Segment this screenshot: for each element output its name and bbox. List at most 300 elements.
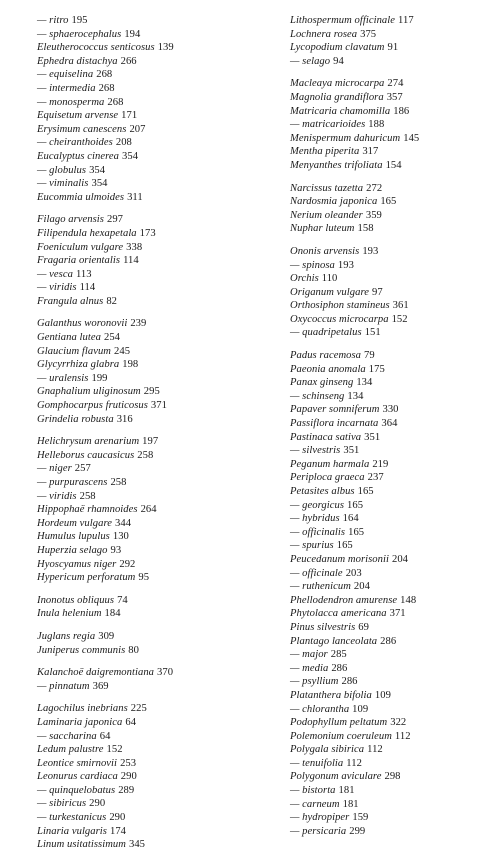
index-entry <box>37 82 277 96</box>
index-entry <box>37 96 277 110</box>
species-name: Lochnera rosea <box>290 28 358 40</box>
species-name: — hybridus <box>290 513 340 525</box>
page-number: 74 <box>117 594 128 606</box>
index-group <box>37 594 277 621</box>
species-name: Gnaphalium uliginosum <box>37 386 141 398</box>
index-entry <box>290 784 480 798</box>
page-number: 165 <box>357 486 374 497</box>
page-number: 245 <box>114 345 131 357</box>
page-number: 375 <box>360 28 377 40</box>
species-name: — tenuifolia <box>290 757 344 769</box>
index-entry <box>290 132 480 146</box>
page-number: 112 <box>346 757 362 769</box>
page-number: 354 <box>89 164 106 176</box>
page-number: 134 <box>347 390 364 402</box>
species-name: Ledum palustre <box>37 744 104 756</box>
page-number: 311 <box>127 191 143 203</box>
species-name: — psyllium <box>290 676 339 688</box>
index-entry <box>290 743 480 757</box>
index-entry <box>290 41 480 55</box>
species-name: Linaria vulgaris <box>37 825 107 837</box>
species-name: Periploca graeca <box>290 472 365 484</box>
index-entry <box>37 372 277 386</box>
page-number: 285 <box>330 649 347 661</box>
index-entry <box>37 150 277 164</box>
index-entry <box>290 825 480 839</box>
index-entry <box>290 703 480 717</box>
species-name: Glycyrrhiza glabra <box>37 359 120 371</box>
page-number: 204 <box>353 581 370 593</box>
page-number: 239 <box>130 318 147 330</box>
index-entry <box>290 403 480 417</box>
page-number: 204 <box>391 553 409 565</box>
species-name: — viridis <box>37 282 77 294</box>
index-entry <box>37 607 277 621</box>
species-name: Foeniculum vulgare <box>37 241 124 253</box>
index-entry <box>37 490 277 504</box>
species-name: Huperzia selago <box>37 544 108 556</box>
index-entry <box>290 209 480 223</box>
index-entry <box>37 449 277 463</box>
index-entry <box>37 413 277 427</box>
page-number: 69 <box>358 621 369 633</box>
page-number: 359 <box>365 209 382 221</box>
index-entry <box>290 245 480 259</box>
index-entry <box>290 222 480 236</box>
index-entry <box>37 702 277 716</box>
species-name: Juniperus communis <box>37 644 126 656</box>
index-entry <box>290 526 480 540</box>
page-number: 195 <box>71 15 88 26</box>
index-entry <box>290 326 480 340</box>
index-entry <box>290 648 480 662</box>
index-entry <box>37 317 277 331</box>
index-column-right <box>290 14 480 847</box>
page-number: 258 <box>137 449 154 461</box>
page-number: 345 <box>128 839 146 851</box>
species-name: — carneum <box>290 798 340 810</box>
index-entry <box>290 621 480 635</box>
species-name: Paeonia anomala <box>290 363 366 375</box>
species-name: Hypericum perforatum <box>37 572 136 584</box>
page-number: 151 <box>364 327 381 339</box>
page-number: 152 <box>106 744 123 756</box>
index-entry <box>290 444 480 458</box>
page-number: 268 <box>98 82 115 94</box>
index-entry <box>37 680 277 694</box>
species-name: Lycopodium clavatum <box>290 42 385 54</box>
index-entry <box>37 28 277 42</box>
index-entry <box>290 662 480 676</box>
species-name: Lagochilus inebrians <box>37 703 128 715</box>
species-name: — sibiricus <box>37 798 87 810</box>
species-name: — turkestanicus <box>37 812 107 824</box>
page-number: 317 <box>362 146 379 158</box>
index-group <box>290 182 480 236</box>
species-name: — ritro <box>37 15 69 26</box>
index-entry <box>37 254 277 268</box>
index-entry <box>290 471 480 485</box>
index-group <box>290 77 480 172</box>
index-entry <box>37 385 277 399</box>
page-number: 181 <box>338 785 355 797</box>
page-number: 188 <box>368 119 385 131</box>
species-name: — viminalis <box>37 178 89 190</box>
index-group <box>37 317 277 426</box>
species-name: — globulus <box>37 164 87 176</box>
index-entry <box>37 743 277 757</box>
index-entry <box>290 145 480 159</box>
species-name: Magnolia grandiflora <box>290 91 384 103</box>
page-number: 82 <box>106 295 118 307</box>
page-number: 371 <box>389 608 406 620</box>
page-number: 171 <box>121 110 138 122</box>
page-number: 148 <box>400 594 417 606</box>
index-entry <box>37 503 277 517</box>
species-name: — purpurascens <box>37 477 108 488</box>
index-entry <box>290 272 480 286</box>
page-number: 173 <box>139 227 156 239</box>
index-entry <box>290 512 480 526</box>
species-name: Papaver somniferum <box>290 404 380 416</box>
species-name: — officinalis <box>290 526 346 538</box>
index-entry <box>37 68 277 82</box>
page-number: 322 <box>390 717 407 729</box>
species-name: Hordeum vulgare <box>37 517 112 529</box>
index-entry <box>290 286 480 300</box>
species-name: Linum usitatissimum <box>37 839 126 851</box>
page-number: 93 <box>110 544 122 556</box>
species-name: — media <box>290 662 329 674</box>
species-name: — spinosa <box>290 259 335 271</box>
page-number: 289 <box>118 784 135 796</box>
species-name: Orchis <box>290 273 319 285</box>
species-name: — quinquelobatus <box>37 784 116 796</box>
page-number: 109 <box>352 703 369 715</box>
index-group <box>37 702 277 852</box>
index-column-left <box>37 14 277 861</box>
species-name: — saccharina <box>37 730 97 742</box>
species-name: Leontice smirnovii <box>37 757 118 769</box>
index-entry <box>290 499 480 513</box>
species-name: — hydropiper <box>290 812 350 824</box>
species-name: — equiselina <box>37 69 94 81</box>
page-number: 309 <box>98 630 115 642</box>
page-number: 290 <box>120 771 137 783</box>
index-entry <box>290 77 480 91</box>
species-name: — silvestris <box>290 445 341 457</box>
page-number: 286 <box>341 676 358 688</box>
index-entry <box>37 571 277 585</box>
page-number: 175 <box>368 363 385 375</box>
species-name: Polygala sibirica <box>290 744 365 756</box>
index-entry <box>37 164 277 178</box>
species-name: — viridis <box>37 490 77 502</box>
page-number: 351 <box>364 431 381 443</box>
species-name: Plantago lanceolata <box>290 635 378 647</box>
index-entry <box>290 635 480 649</box>
page-number: 286 <box>331 662 348 674</box>
index-entry <box>290 770 480 784</box>
index-entry <box>290 567 480 581</box>
index-entry <box>37 358 277 372</box>
species-name: Orthosiphon stamineus <box>290 300 390 312</box>
species-name: Petasites albus <box>290 486 355 497</box>
species-name: Macleaya microcarpa <box>290 78 385 90</box>
index-entry <box>37 241 277 255</box>
page-number: 97 <box>371 286 383 298</box>
species-name: — bistorta <box>290 785 336 797</box>
page-number: 369 <box>92 680 109 692</box>
index-entry <box>37 630 277 644</box>
page-number: 112 <box>367 744 383 756</box>
page-number: 257 <box>74 463 91 475</box>
page-number: 184 <box>104 608 121 620</box>
species-name: Frangula alnus <box>37 295 104 307</box>
page-number: 253 <box>120 757 137 769</box>
page-number: 181 <box>342 798 359 810</box>
species-name: — quadripetalus <box>290 327 362 339</box>
index-entry <box>290 580 480 594</box>
index-entry <box>290 757 480 771</box>
page-number: 274 <box>387 78 404 90</box>
species-name: Leonurus cardiaca <box>37 771 118 783</box>
page-number: 197 <box>142 436 159 448</box>
page-number: 199 <box>91 372 108 384</box>
page-number: 114 <box>79 282 96 294</box>
index-entry <box>290 313 480 327</box>
index-entry <box>37 136 277 150</box>
species-name: — pinnatum <box>37 680 90 692</box>
index-entry <box>37 594 277 608</box>
species-name: Narcissus tazetta <box>290 182 364 194</box>
index-entry <box>290 118 480 132</box>
page-number: 152 <box>391 313 408 325</box>
index-entry <box>290 259 480 273</box>
species-name: Fragaria orientalis <box>37 255 121 267</box>
page-number: 272 <box>366 182 383 194</box>
index-entry <box>37 191 277 205</box>
species-name: Phellodendron amurense <box>290 594 398 606</box>
species-name: Hyoscyamus niger <box>37 558 117 570</box>
page-number: 174 <box>109 825 127 837</box>
species-name: — intermedia <box>37 82 96 94</box>
page-number: 370 <box>157 667 174 679</box>
page-number: 112 <box>394 730 411 742</box>
species-name: Padus racemosa <box>290 350 362 362</box>
index-entry <box>290 390 480 404</box>
index-group <box>37 630 277 657</box>
species-name: — sphaerocephalus <box>37 28 122 40</box>
index-entry <box>290 607 480 621</box>
index-entry <box>290 730 480 744</box>
index-entry <box>290 14 480 28</box>
species-name: Passiflora incarnata <box>290 418 379 430</box>
page-number: 254 <box>103 332 121 344</box>
species-name: Ononis arvensis <box>290 245 360 257</box>
page-number: 203 <box>345 567 362 579</box>
page-number: 95 <box>138 572 150 584</box>
index-entry <box>290 363 480 377</box>
page-number: 114 <box>123 255 139 267</box>
species-name: Laminaria japonica <box>37 716 123 728</box>
page-number: 79 <box>364 350 375 362</box>
page-number: 165 <box>336 540 353 552</box>
index-entry <box>37 797 277 811</box>
species-name: — georgicus <box>290 499 345 511</box>
index-entry <box>37 530 277 544</box>
index-entry <box>37 811 277 825</box>
index-entry <box>37 55 277 69</box>
index-entry <box>290 91 480 105</box>
page-number: 165 <box>348 526 365 538</box>
species-name: Grindelia robusta <box>37 413 114 425</box>
species-name: Mentha piperita <box>290 146 360 158</box>
page-number: 80 <box>128 644 139 656</box>
species-name: Erysimum canescens <box>37 123 127 135</box>
species-name: Panax ginseng <box>290 377 354 389</box>
index-entry <box>290 349 480 363</box>
species-name: Eucommia ulmoides <box>37 191 125 203</box>
page-number: 338 <box>126 241 143 253</box>
species-name: Eucalyptus cinerea <box>37 150 119 162</box>
page-number: 113 <box>75 268 92 280</box>
index-entry <box>37 476 277 490</box>
page-number: 258 <box>79 490 96 502</box>
page-number: 298 <box>384 771 401 783</box>
page-number: 165 <box>380 196 397 208</box>
page-number: 268 <box>107 96 124 108</box>
page-number: 299 <box>349 825 366 837</box>
index-entry <box>37 558 277 572</box>
species-name: Polemonium coeruleum <box>290 730 392 742</box>
index-entry <box>290 159 480 173</box>
index-group <box>37 14 277 204</box>
species-name: Hippophaë rhamnoides <box>37 504 138 516</box>
page-number: 117 <box>398 15 414 26</box>
page-number: 154 <box>385 159 402 171</box>
page-number: 193 <box>337 259 354 271</box>
page-number: 290 <box>89 798 106 810</box>
index-group <box>37 213 277 308</box>
index-entry <box>290 594 480 608</box>
species-name: — officinale <box>290 567 343 579</box>
species-name: Humulus lupulus <box>37 531 110 543</box>
index-entry <box>37 517 277 531</box>
index-group <box>37 666 277 693</box>
page-number: 91 <box>387 42 399 54</box>
page-number: 225 <box>130 703 147 715</box>
page-number: 198 <box>122 359 139 371</box>
species-name: Nerium oleander <box>290 209 363 221</box>
species-name: Peganum harmala <box>290 458 370 470</box>
species-name: Pinus silvestris <box>290 621 356 633</box>
index-entry <box>37 730 277 744</box>
index-entry <box>37 644 277 658</box>
index-entry <box>37 281 277 295</box>
index-entry <box>290 689 480 703</box>
species-name: — cheiranthoides <box>37 137 113 149</box>
page-number: 208 <box>115 137 132 149</box>
index-entry <box>290 798 480 812</box>
index-entry <box>37 123 277 137</box>
page-number: 158 <box>357 223 374 235</box>
species-name: Kalanchoë daigremontiana <box>37 667 155 679</box>
page-number: 159 <box>352 812 369 824</box>
index-group <box>37 435 277 585</box>
page-number: 361 <box>392 300 409 312</box>
page-number: 109 <box>374 689 391 701</box>
index-entry <box>290 376 480 390</box>
species-name: — ruthenicum <box>290 581 351 593</box>
page-number: 110 <box>321 273 338 285</box>
page-number: 165 <box>347 499 364 511</box>
page-number: 351 <box>343 445 360 457</box>
index-entry <box>37 41 277 55</box>
species-name: Gentiana lutea <box>37 332 101 344</box>
page-number: 297 <box>106 214 124 226</box>
index-entry <box>37 345 277 359</box>
index-entry <box>290 811 480 825</box>
index-entry <box>37 331 277 345</box>
species-name: Filago arvensis <box>37 214 104 226</box>
page-number: 354 <box>91 178 108 190</box>
index-entry <box>37 716 277 730</box>
species-name: Polygonum aviculare <box>290 771 382 783</box>
page-number: 237 <box>367 472 384 484</box>
index-entry <box>37 435 277 449</box>
page-number: 316 <box>116 413 133 425</box>
species-name: Phytolacca americana <box>290 608 387 620</box>
species-name: Equisetum arvense <box>37 110 119 122</box>
species-name: — selago <box>290 55 331 67</box>
index-entry <box>37 838 277 852</box>
page-number: 344 <box>115 517 132 529</box>
species-name: — niger <box>37 463 72 475</box>
index-entry <box>290 182 480 196</box>
species-name: Menispermum dahuricum <box>290 132 401 144</box>
page-number: 64 <box>99 730 111 742</box>
species-name: Filipendula hexapetala <box>37 227 137 239</box>
species-name: Juglans regia <box>37 630 96 642</box>
index-entry <box>290 716 480 730</box>
species-name: Podophyllum peltatum <box>290 717 388 729</box>
page-number: 292 <box>119 558 136 570</box>
species-name: Ephedra distachya <box>37 55 118 67</box>
index-entry <box>37 213 277 227</box>
species-name: Nuphar luteum <box>290 223 355 235</box>
page-number: 194 <box>124 28 141 40</box>
species-name: Eleutherococcus senticosus <box>37 42 155 54</box>
page-number: 207 <box>129 123 146 135</box>
species-name: Galanthus woronovii <box>37 318 128 330</box>
index-entry <box>290 431 480 445</box>
index-entry <box>37 784 277 798</box>
page-number: 371 <box>150 400 167 412</box>
species-name: Gomphocarpus fruticosus <box>37 400 148 412</box>
species-name: Matricaria chamomilla <box>290 105 391 117</box>
index-entry <box>37 544 277 558</box>
page-number: 286 <box>380 635 397 647</box>
species-name: Inula helenium <box>37 608 102 620</box>
species-name: — monosperma <box>37 96 105 108</box>
page-number: 164 <box>342 513 359 525</box>
species-name: — vesca <box>37 268 73 280</box>
page-number: 94 <box>333 55 344 67</box>
page-number: 139 <box>157 42 174 54</box>
page-number: 268 <box>96 69 113 81</box>
species-name: Inonotus obliquus <box>37 594 115 606</box>
